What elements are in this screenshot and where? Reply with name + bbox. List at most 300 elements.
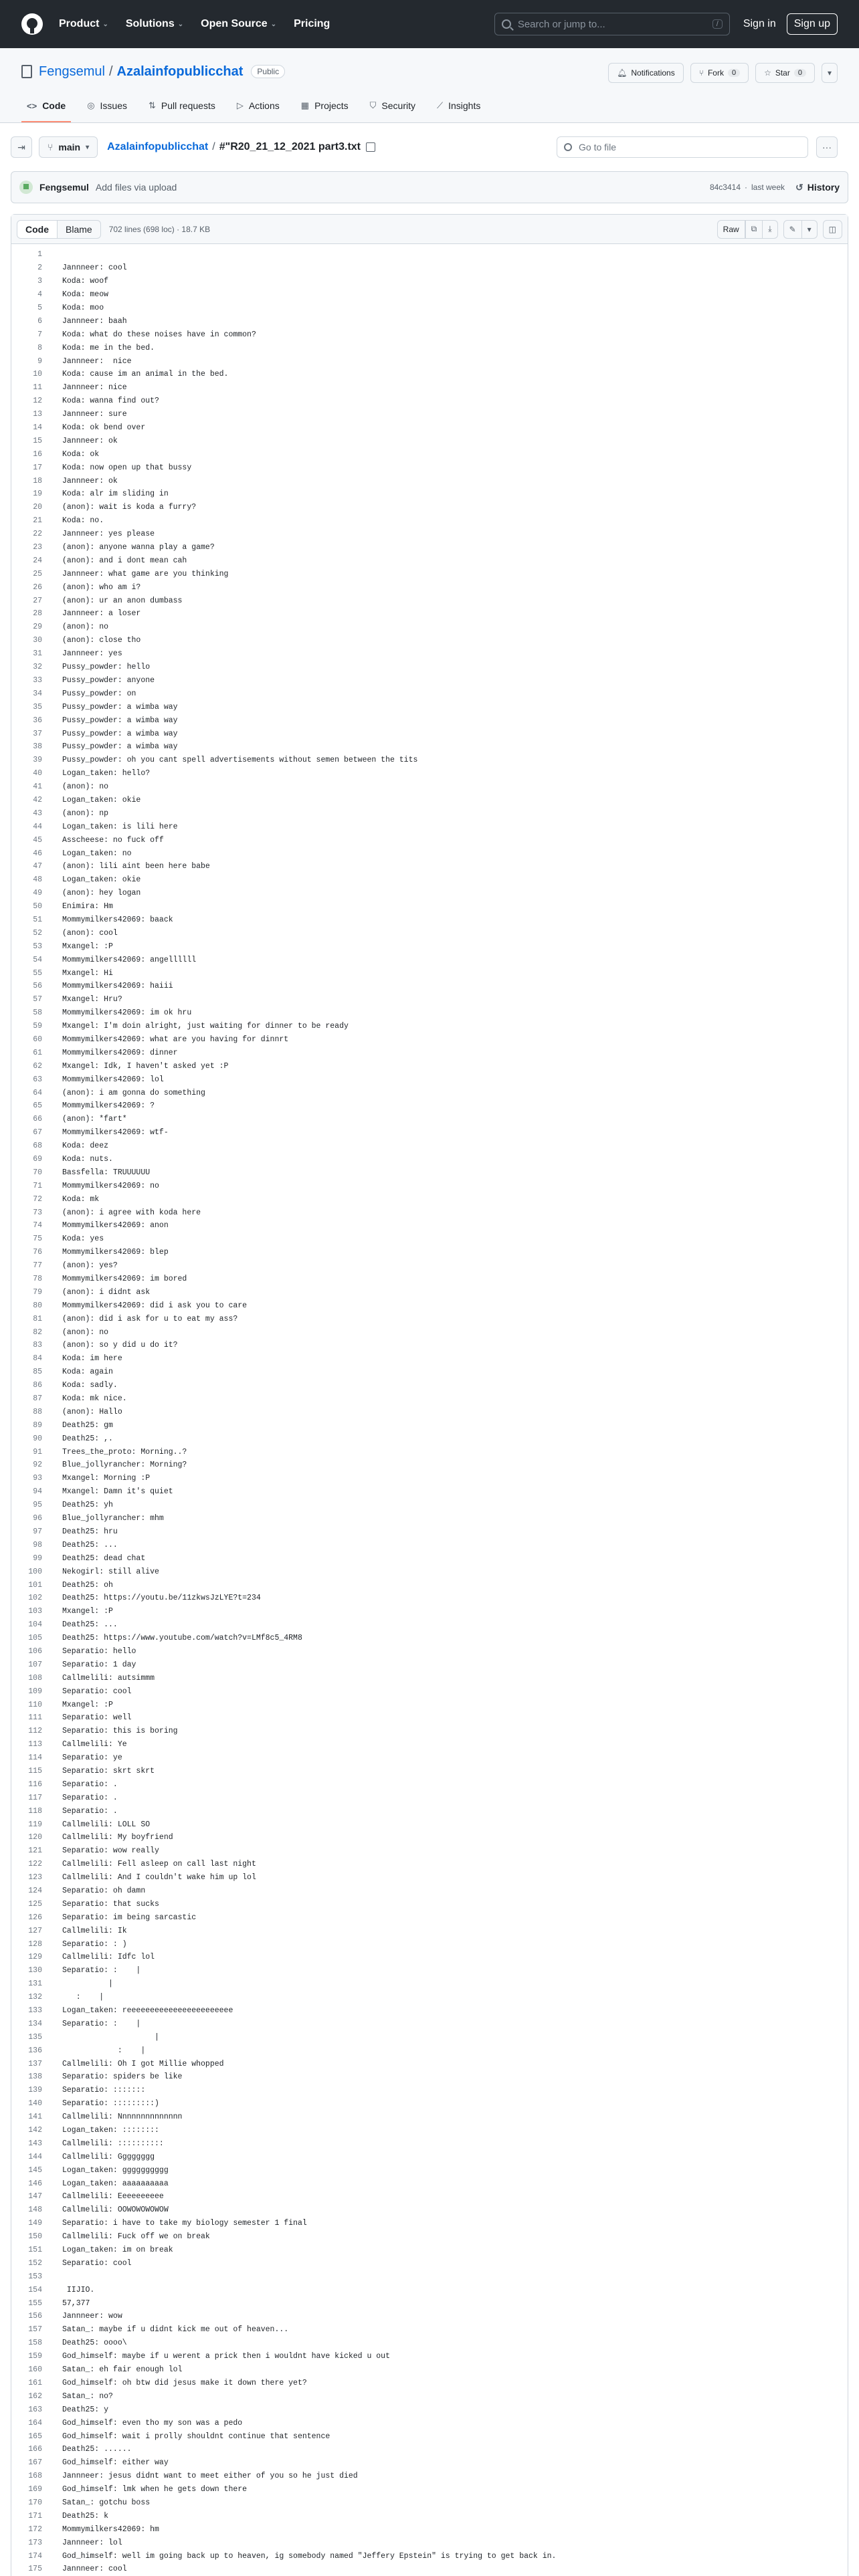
sign-up-button[interactable]: Sign up	[787, 13, 838, 35]
line-number[interactable]: 65	[33, 1101, 42, 1111]
nav-open-source[interactable]: Open Source ⌄	[201, 18, 277, 29]
line-number[interactable]: 73	[33, 1208, 42, 1217]
star-button[interactable]: ☆ Star 0	[755, 63, 815, 83]
line-number[interactable]: 51	[33, 915, 42, 924]
breadcrumb-repo-link[interactable]: Azalainfopublicchat	[107, 141, 209, 152]
line-number[interactable]: 146	[28, 2179, 42, 2188]
code-line	[11, 2470, 848, 2483]
code-line	[11, 2403, 848, 2416]
line-number[interactable]: 136	[28, 2046, 42, 2055]
edit-button[interactable]	[783, 220, 802, 239]
line-number[interactable]: 21	[33, 516, 42, 526]
line-number[interactable]: 72	[33, 1194, 42, 1204]
line-number[interactable]: 45	[33, 835, 42, 845]
line-text: Death25: k	[62, 2511, 109, 2520]
nav-solutions[interactable]: Solutions ⌄	[125, 18, 184, 29]
line-text: Koda: yes	[62, 1235, 104, 1244]
line-number[interactable]: 173	[28, 2538, 42, 2547]
line-number[interactable]: 46	[33, 849, 42, 858]
code-line	[11, 2230, 848, 2244]
line-number[interactable]: 149	[28, 2219, 42, 2228]
line-number[interactable]: 1	[37, 250, 42, 259]
line-text: (anon): so y did u do it?	[62, 1341, 178, 1350]
line-number[interactable]: 9	[37, 356, 42, 366]
line-number[interactable]: 134	[28, 2019, 42, 2028]
line-text: (anon): and i dont mean cah	[62, 556, 187, 565]
line-text: (anon): anyone wanna play a game?	[62, 543, 215, 552]
line-number[interactable]: 106	[28, 1646, 42, 1656]
copy-raw-button[interactable]	[745, 220, 763, 239]
line-number[interactable]: 12	[33, 397, 42, 406]
code-line	[11, 2296, 848, 2310]
line-number[interactable]: 47	[33, 862, 42, 871]
line-number[interactable]: 90	[33, 1434, 42, 1443]
line-number[interactable]: 158	[28, 2339, 42, 2348]
line-number[interactable]: 14	[33, 423, 42, 433]
line-number[interactable]: 113	[28, 1740, 42, 1749]
line-number[interactable]: 154	[28, 2285, 42, 2294]
line-number[interactable]: 59	[33, 1022, 42, 1031]
line-number[interactable]: 40	[33, 769, 42, 778]
line-number[interactable]: 137	[28, 2059, 42, 2068]
code-line	[11, 700, 848, 714]
line-number[interactable]: 70	[33, 1168, 42, 1177]
line-text: Logan_taken: no	[62, 849, 132, 858]
line-number[interactable]: 139	[28, 2086, 42, 2095]
line-number[interactable]: 77	[33, 1261, 42, 1271]
line-text: Death25: ...	[62, 1540, 118, 1549]
line-number[interactable]: 56	[33, 982, 42, 991]
line-number[interactable]: 98	[33, 1540, 42, 1549]
line-number[interactable]: 95	[33, 1501, 42, 1510]
line-number[interactable]: 123	[28, 1873, 42, 1883]
line-number[interactable]: 112	[28, 1727, 42, 1736]
line-number[interactable]: 36	[33, 716, 42, 725]
line-text: Logan_taken: is lili here	[62, 822, 178, 831]
tab-projects[interactable]: ▦ Projects	[300, 100, 349, 111]
line-text: Koda: me in the bed.	[62, 343, 155, 352]
line-number[interactable]: 69	[33, 1155, 42, 1164]
line-number[interactable]: 87	[33, 1394, 42, 1404]
code-line	[11, 1432, 848, 1445]
line-number[interactable]: 107	[28, 1660, 42, 1669]
line-number[interactable]: 170	[28, 2498, 42, 2507]
line-number[interactable]: 5	[37, 304, 42, 312]
code-line	[11, 2363, 848, 2377]
code-line	[11, 434, 848, 447]
line-number[interactable]: 11	[33, 383, 42, 393]
repo-name-link[interactable]: Azalainfopublicchat	[116, 64, 244, 79]
code-line	[11, 1751, 848, 1765]
fork-button[interactable]: ⑂ Fork 0	[690, 63, 749, 83]
line-text: Koda: alr im sliding in	[62, 490, 169, 499]
line-number[interactable]: 141	[28, 2113, 42, 2122]
repo-icon	[21, 65, 32, 78]
code-line	[11, 1592, 848, 1605]
code-line	[11, 2496, 848, 2510]
line-number[interactable]: 53	[33, 942, 42, 951]
line-number[interactable]: 161	[28, 2378, 42, 2387]
code-line	[11, 2030, 848, 2044]
line-number[interactable]: 84	[33, 1354, 42, 1364]
line-number[interactable]: 68	[33, 1142, 42, 1151]
code-line	[11, 1725, 848, 1738]
line-number[interactable]: 143	[28, 2139, 42, 2148]
code-line	[11, 2337, 848, 2350]
line-number[interactable]: 37	[33, 729, 42, 738]
code-line	[11, 2217, 848, 2230]
line-text: Separatio: .	[62, 1793, 118, 1802]
line-number[interactable]: 99	[33, 1553, 42, 1563]
line-number[interactable]: 117	[28, 1793, 42, 1802]
line-number[interactable]: 171	[28, 2511, 42, 2520]
code-line	[11, 1831, 848, 1844]
line-number[interactable]: 153	[28, 2272, 42, 2281]
line-text: Callmelili: Eeeeeeeeee	[62, 2192, 164, 2202]
line-number[interactable]: 168	[28, 2472, 42, 2481]
code-line	[11, 2523, 848, 2536]
line-number[interactable]: 41	[33, 782, 42, 792]
line-number[interactable]: 175	[28, 2565, 42, 2574]
code-line	[11, 1605, 848, 1618]
tab-pull-requests[interactable]: ⇅ Pull requests	[149, 100, 215, 111]
line-number[interactable]: 18	[33, 476, 42, 486]
code-line	[11, 2377, 848, 2390]
line-number[interactable]: 49	[33, 889, 42, 898]
line-number[interactable]: 17	[33, 463, 42, 472]
nav-pricing[interactable]: Pricing	[294, 18, 330, 29]
line-number[interactable]: 148	[28, 2206, 42, 2215]
line-number[interactable]: 105	[28, 1634, 42, 1643]
line-text: Death25: https://www.youtube.com/watch?v=LMf8c5_4RM8	[62, 1634, 302, 1643]
line-number[interactable]: 83	[33, 1341, 42, 1350]
line-number[interactable]: 3	[37, 277, 42, 286]
line-number[interactable]: 60	[33, 1035, 42, 1044]
tab-security[interactable]: ⛉ Security	[369, 100, 415, 111]
line-text: (anon): *fart*	[62, 1115, 127, 1124]
line-number[interactable]: 39	[33, 756, 42, 765]
line-text: Blue_jollyrancher: mhm	[62, 1514, 164, 1523]
tab-issues[interactable]: ◎ Issues	[87, 100, 127, 111]
line-number[interactable]: 109	[28, 1687, 42, 1696]
tab-code[interactable]: <> Code	[21, 90, 71, 122]
line-number[interactable]: 156	[28, 2312, 42, 2321]
line-text: Koda: sadly.	[62, 1381, 118, 1390]
line-number[interactable]: 50	[33, 902, 42, 911]
line-number[interactable]: 127	[28, 1926, 42, 1935]
line-number[interactable]: 52	[33, 928, 42, 938]
line-number[interactable]: 34	[33, 689, 42, 698]
line-number[interactable]: 85	[33, 1368, 42, 1377]
line-number[interactable]: 42	[33, 795, 42, 804]
global-search-input[interactable]: Search or jump to... /	[494, 13, 730, 35]
line-number[interactable]: 22	[33, 530, 42, 539]
line-number[interactable]: 10	[33, 370, 42, 379]
code-line	[11, 674, 848, 687]
line-number[interactable]: 67	[33, 1128, 42, 1138]
notifications-button[interactable]: 🔔︎ Notifications	[608, 63, 684, 83]
line-text: Separatio: : )	[62, 1939, 127, 1949]
line-number[interactable]: 140	[28, 2099, 42, 2109]
code-line	[11, 2097, 848, 2111]
line-number[interactable]: 4	[37, 290, 42, 300]
global-header	[0, 0, 859, 48]
line-text: Koda: ok bend over	[62, 423, 146, 433]
line-number[interactable]: 64	[33, 1088, 42, 1097]
line-number[interactable]: 119	[28, 1820, 42, 1829]
line-number[interactable]: 38	[33, 742, 42, 752]
line-number[interactable]: 92	[33, 1461, 42, 1470]
line-number[interactable]: 28	[33, 609, 42, 619]
line-text: Mommymilkers42069: dinner	[62, 1048, 178, 1057]
line-number[interactable]: 97	[33, 1527, 42, 1536]
line-number[interactable]: 164	[28, 2418, 42, 2428]
code-line	[11, 1844, 848, 1858]
line-text: God_himself: either way	[62, 2458, 169, 2468]
more-options-button[interactable]	[816, 136, 838, 158]
line-number[interactable]: 27	[33, 596, 42, 605]
line-number[interactable]: 116	[28, 1780, 42, 1789]
line-number[interactable]: 15	[33, 436, 42, 445]
line-number[interactable]: 82	[33, 1327, 42, 1337]
line-number[interactable]: 7	[37, 330, 42, 339]
line-number[interactable]: 142	[28, 2126, 42, 2135]
line-number[interactable]: 129	[28, 1953, 42, 1962]
code-line	[11, 1339, 848, 1352]
commit-sha[interactable]: 84c3414	[709, 183, 741, 192]
line-number[interactable]: 54	[33, 955, 42, 964]
line-number[interactable]: 23	[33, 543, 42, 552]
line-number[interactable]: 152	[28, 2258, 42, 2268]
line-text: Separatio: this is boring	[62, 1727, 178, 1736]
line-number[interactable]: 78	[33, 1275, 42, 1284]
line-text: Callmelili: autsimmm	[62, 1673, 155, 1683]
code-line	[11, 2509, 848, 2523]
code-line	[11, 1472, 848, 1485]
line-number[interactable]: 71	[33, 1181, 42, 1190]
line-number[interactable]: 93	[33, 1474, 42, 1483]
line-number[interactable]: 159	[28, 2352, 42, 2361]
code-line	[11, 1499, 848, 1512]
tab-actions[interactable]: ▷ Actions	[236, 100, 280, 111]
commit-message[interactable]: Add files via upload	[95, 182, 177, 193]
line-number[interactable]: 62	[33, 1061, 42, 1071]
line-number[interactable]: 57	[33, 995, 42, 1004]
edit-dropdown-button[interactable]	[802, 220, 818, 239]
line-number[interactable]: 166	[28, 2445, 42, 2454]
line-text: : |	[62, 2046, 146, 2055]
sidebar-toggle-button[interactable]	[11, 136, 32, 158]
line-text: Mommymilkers42069: im ok hru	[62, 1008, 192, 1018]
line-text: Pussy_powder: a wimba way	[62, 716, 178, 725]
star-dropdown-button[interactable]	[822, 63, 838, 83]
line-number[interactable]: 20	[33, 503, 42, 512]
line-text: Satan_: eh fair enough lol	[62, 2365, 183, 2375]
line-number[interactable]: 76	[33, 1248, 42, 1257]
pull-request-icon: ⇅	[149, 100, 156, 110]
line-number[interactable]: 102	[28, 1594, 42, 1603]
raw-button[interactable]: Raw	[717, 220, 745, 239]
line-number[interactable]: 31	[33, 649, 42, 659]
line-number[interactable]: 81	[33, 1314, 42, 1323]
line-number[interactable]: 88	[33, 1407, 42, 1416]
line-number[interactable]: 32	[33, 663, 42, 672]
code-line	[11, 1791, 848, 1804]
line-number[interactable]: 131	[28, 1979, 42, 1989]
line-number[interactable]: 128	[28, 1939, 42, 1949]
line-number[interactable]: 162	[28, 2391, 42, 2401]
line-number[interactable]: 61	[33, 1048, 42, 1057]
line-number[interactable]: 108	[28, 1673, 42, 1683]
symbols-panel-button[interactable]	[823, 220, 842, 239]
line-number[interactable]: 48	[33, 875, 42, 885]
sign-in-link[interactable]: Sign in	[743, 18, 776, 29]
line-number[interactable]: 135	[28, 2032, 42, 2042]
repo-owner-link[interactable]: Fengsemul	[39, 64, 105, 79]
download-icon: ⤓	[768, 224, 772, 233]
tab-insights[interactable]: ⟋ Insights	[436, 100, 481, 111]
line-number[interactable]: 114	[28, 1753, 42, 1763]
line-number[interactable]: 122	[28, 1860, 42, 1869]
line-number[interactable]: 86	[33, 1381, 42, 1390]
line-number[interactable]: 115	[28, 1766, 42, 1776]
line-number[interactable]: 66	[33, 1115, 42, 1124]
line-number[interactable]: 163	[28, 2405, 42, 2414]
line-text: Blue_jollyrancher: Morning?	[62, 1461, 187, 1470]
code-line	[11, 2163, 848, 2177]
line-number[interactable]: 124	[28, 1886, 42, 1895]
line-number[interactable]: 29	[33, 623, 42, 632]
line-text: Separatio: im being sarcastic	[62, 1913, 197, 1922]
line-number[interactable]: 120	[28, 1833, 42, 1842]
line-number[interactable]: 160	[28, 2365, 42, 2375]
avatar[interactable]	[19, 181, 33, 194]
code-line	[11, 2350, 848, 2363]
star-count: 0	[794, 69, 806, 77]
line-number[interactable]: 2	[37, 263, 42, 273]
line-text: Separatio: : |	[62, 2019, 141, 2028]
line-number[interactable]: 30	[33, 636, 42, 645]
line-number[interactable]: 80	[33, 1301, 42, 1310]
line-text: Separatio: oh damn	[62, 1886, 146, 1895]
line-number[interactable]: 126	[28, 1913, 42, 1922]
code-line	[11, 1033, 848, 1047]
line-number[interactable]: 100	[28, 1567, 42, 1576]
github-logo-icon[interactable]	[21, 13, 43, 35]
line-number[interactable]: 26	[33, 582, 42, 592]
line-number[interactable]: 151	[28, 2246, 42, 2255]
code-line	[11, 1658, 848, 1671]
code-line	[11, 634, 848, 647]
code-line	[11, 993, 848, 1006]
line-number[interactable]: 147	[28, 2192, 42, 2202]
line-number[interactable]: 169	[28, 2485, 42, 2494]
go-to-file-input[interactable]: Go to file	[557, 136, 808, 158]
line-number[interactable]: 24	[33, 556, 42, 565]
line-number[interactable]: 43	[33, 809, 42, 818]
line-number[interactable]: 104	[28, 1620, 42, 1630]
code-line	[11, 501, 848, 514]
line-number[interactable]: 6	[37, 316, 42, 326]
line-number[interactable]: 138	[28, 2072, 42, 2082]
line-number[interactable]: 33	[33, 675, 42, 685]
line-number[interactable]: 8	[37, 343, 42, 352]
code-line	[11, 1166, 848, 1179]
line-number[interactable]: 110	[28, 1700, 42, 1709]
commit-author[interactable]: Fengsemul	[39, 182, 89, 193]
line-number[interactable]: 144	[28, 2152, 42, 2161]
line-number[interactable]: 91	[33, 1447, 42, 1457]
line-text: Separatio: .	[62, 1780, 118, 1789]
line-number[interactable]: 19	[33, 490, 42, 499]
line-number[interactable]: 96	[33, 1514, 42, 1523]
line-number[interactable]: 121	[28, 1846, 42, 1856]
line-number[interactable]: 13	[33, 410, 42, 419]
line-text: Callmelili: OOWOWOWOWOW	[62, 2206, 169, 2215]
line-number[interactable]: 167	[28, 2458, 42, 2468]
chevron-down-icon: ▾	[86, 143, 90, 151]
line-number[interactable]: 89	[33, 1420, 42, 1430]
line-number[interactable]: 133	[28, 2006, 42, 2015]
line-number[interactable]: 79	[33, 1287, 42, 1297]
copy-path-icon[interactable]	[366, 142, 375, 152]
line-number[interactable]: 25	[33, 569, 42, 578]
code-line	[11, 687, 848, 700]
line-number[interactable]: 103	[28, 1607, 42, 1616]
line-text: 57,377	[62, 2298, 90, 2308]
line-number[interactable]: 63	[33, 1075, 42, 1084]
line-number[interactable]: 157	[28, 2325, 42, 2335]
line-number[interactable]: 155	[28, 2298, 42, 2308]
line-number[interactable]: 130	[28, 1966, 42, 1975]
line-number[interactable]: 35	[33, 702, 42, 712]
code-line	[11, 1445, 848, 1459]
code-icon: <>	[27, 100, 37, 111]
kebab-horizontal-icon: ···	[822, 142, 832, 152]
line-number[interactable]: 145	[28, 2165, 42, 2175]
code-line	[11, 1977, 848, 1991]
line-number[interactable]: 74	[33, 1221, 42, 1230]
line-number[interactable]: 44	[33, 822, 42, 831]
chevron-down-icon: ▾	[807, 224, 812, 234]
download-button[interactable]	[763, 220, 777, 239]
line-number[interactable]: 94	[33, 1487, 42, 1497]
line-number[interactable]: 150	[28, 2232, 42, 2242]
code-view-button[interactable]: Code	[17, 220, 58, 239]
line-number[interactable]: 125	[28, 1899, 42, 1909]
line-number[interactable]: 172	[28, 2525, 42, 2534]
line-text: God_himself: lmk when he gets down there	[62, 2485, 248, 2494]
line-number[interactable]: 16	[33, 449, 42, 459]
line-number[interactable]: 118	[28, 1806, 42, 1816]
line-number[interactable]: 58	[33, 1008, 42, 1018]
line-number[interactable]: 165	[28, 2432, 42, 2441]
nav-product[interactable]: Product ⌄	[59, 18, 108, 29]
branch-select-button[interactable]: ⑂ main ▾	[39, 136, 98, 158]
line-text: Mommymilkers42069: what are you having for dinnrt	[62, 1035, 289, 1044]
blame-view-button[interactable]: Blame	[58, 220, 101, 239]
code-line	[11, 2190, 848, 2204]
line-number[interactable]: 55	[33, 968, 42, 978]
line-text: God_himself: oh btw did jesus make it down there yet?	[62, 2378, 307, 2387]
line-number[interactable]: 111	[28, 1713, 42, 1723]
history-button[interactable]: ↺ History	[795, 181, 840, 193]
line-number[interactable]: 75	[33, 1235, 42, 1244]
line-number[interactable]: 174	[28, 2551, 42, 2561]
line-text: Separatio: .	[62, 1806, 118, 1816]
line-number[interactable]: 101	[28, 1580, 42, 1590]
line-number[interactable]: 132	[28, 1993, 42, 2002]
